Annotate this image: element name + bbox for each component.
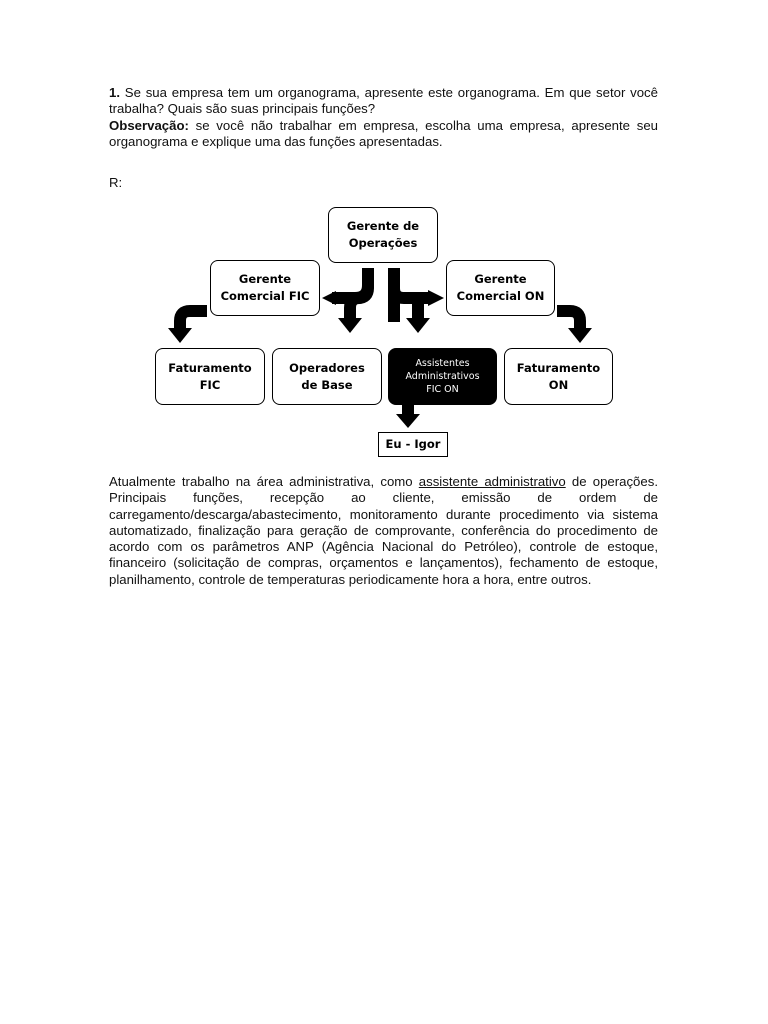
arrow-to-faturamento-on — [557, 311, 580, 330]
eu-igor-box: Eu - Igor — [378, 432, 448, 457]
answer-underlined: assistente administrativo — [418, 474, 566, 489]
gerente-comercial-fic-box: Gerente Comercial FIC — [210, 260, 320, 316]
answer-part2: de operações. Principais funções, recepção ao cliente, emissão de ordem de carregamento/descarga/abastecimento, monitoramento durante procedimento via sistema automatizado, finalização para geração de comprovante, conferência do procedimento de acordo com os parâmetros ANP (Agência Nacional do Petróleo), controle de estoque, financeiro (solicitação de compras, orçamentos e lançamentos), fechamento de estoque, planilhamento, controle de temperaturas periodicamente hora a hora, entre outros. — [109, 474, 658, 587]
answer-label: R: — [109, 175, 123, 190]
faturamento-fic-box: Faturamento FIC — [155, 348, 265, 405]
assistentes-administrativos-box: Assistentes Administrativos FIC ON — [388, 348, 497, 405]
question-text: Se sua empresa tem um organograma, apresente este organograma. Em que setor você trabalha? Quais são suas principais funções? — [109, 85, 658, 117]
operadores-base-box: Operadores de Base — [272, 348, 382, 405]
question-number: 1. — [109, 85, 120, 100]
gerente-operacoes-box: Gerente de Operações — [328, 207, 438, 263]
answer-part1: Atualmente trabalho na área administrativa, como — [109, 474, 413, 489]
observation-label: Observação: — [109, 117, 189, 133]
arrow-to-faturamento-fic — [180, 311, 207, 330]
observation-text: se você não trabalhar em empresa, escolha uma empresa, apresente seu organograma e explique uma das funções apresentadas. — [109, 117, 658, 149]
faturamento-on-box: Faturamento ON — [504, 348, 613, 405]
answer-paragraph — [109, 474, 658, 588]
arrow-to-gerente-fic — [332, 268, 368, 298]
gerente-comercial-on-box: Gerente Comercial ON — [446, 260, 555, 316]
